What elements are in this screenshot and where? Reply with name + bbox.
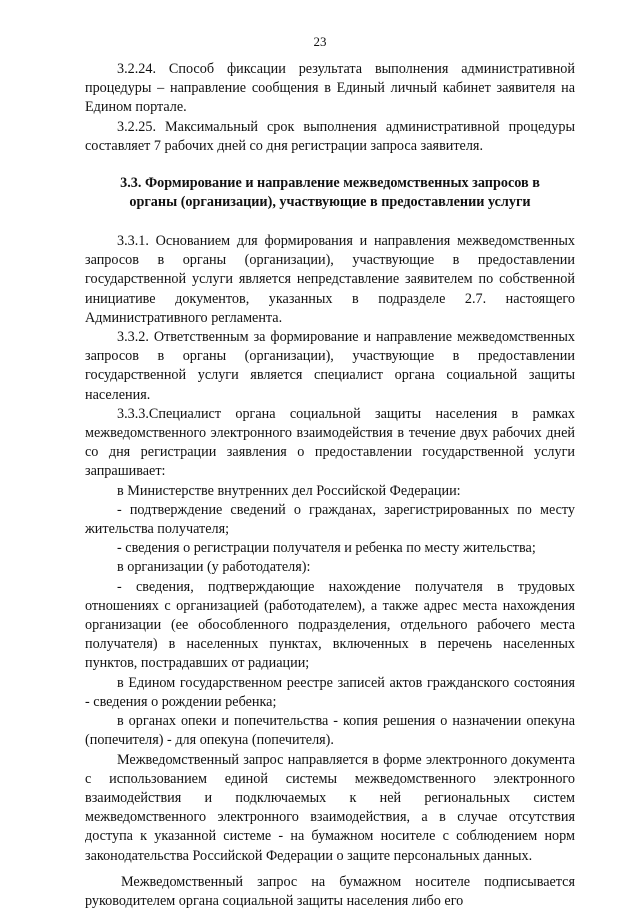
paragraph-mvd-item-1: - подтверждение сведений о гражданах, зарегистрированных по месту жительства получателя; [85, 501, 575, 538]
section-heading-3-3: 3.3. Формирование и направление межведомственных запросов в органы (организации), участвующие в предоставлении услуги [120, 175, 540, 211]
paragraph-mvd: в Министерстве внутренних дел Российской Федерации: [117, 482, 461, 499]
paragraph-3-3-1: 3.3.1. Основанием для формирования и направления межведомственных запросов в органы (организации), участвующие в предоставлении государственной услуги является непредставление заявителем по собственной инициативе документов, указанных в подразделе 2.7. настоящего Административного регламента. [85, 233, 575, 326]
paragraph-3-2-25: 3.2.25. Максимальный срок выполнения административной процедуры составляет 7 рабочих дней со дня регистрации запроса заявителя. [85, 118, 575, 154]
paragraph-3-3-3: 3.3.3.Специалист органа социальной защиты населения в рамках межведомственного электронного взаимодействия в течение двух рабочих дней со дня регистрации заявления о предоставлении государственной услуги запрашивает: [85, 405, 575, 480]
paragraph-electronic-request: Межведомственный запрос направляется в форме электронного документа с использованием единой системы межведомственного электронного взаимодействия и подключаемых к ней региональных систем межведомственного электронного взаимодействия, а в случае отсутствия доступа к указанной системе - на бумажном носителе с соблюдением норм законодательства Российской Федерации о защите персональных данных. [85, 751, 575, 864]
paragraph-employer: в организации (у работодателя): [117, 559, 311, 576]
paragraph-paper-request: Межведомственный запрос на бумажном носителе подписывается руководителем органа социальной защиты населения либо его [85, 873, 575, 909]
paragraph-employer-item: - сведения, подтверждающие нахождение получателя в трудовых отношениях с организацией (работодателем), а также адрес места нахождения организации (ее обособленного подразделения, отдельного рабочего места получателя) в населенных пунктах, включенных в перечень населенных пунктов, пострадавших от радиации; [85, 578, 575, 672]
page-number: 23 [313, 34, 327, 49]
paragraph-mvd-item-2: - сведения о регистрации получателя и ребенка по месту жительства; [117, 540, 536, 557]
paragraph-3-2-24: 3.2.24. Способ фиксации результата выполнения административной процедуры – направление сообщения в Единый личный кабинет заявителя на Едином портале. [85, 61, 575, 116]
document-body [85, 60, 575, 911]
paragraph-guardianship: в органах опеки и попечительства - копия решения о назначении опекуна (попечителя) - для опекуна (попечителя). [85, 713, 575, 749]
paragraph-zags: в Едином государственном реестре записей актов гражданского состояния - сведения о рождении ребенка; [85, 674, 575, 710]
paragraph-3-3-2: 3.3.2. Ответственным за формирование и направление межведомственных запросов в органы (организации), участвующие в предоставлении государственной услуги является специалист органа социальной защиты населения. [85, 329, 575, 403]
